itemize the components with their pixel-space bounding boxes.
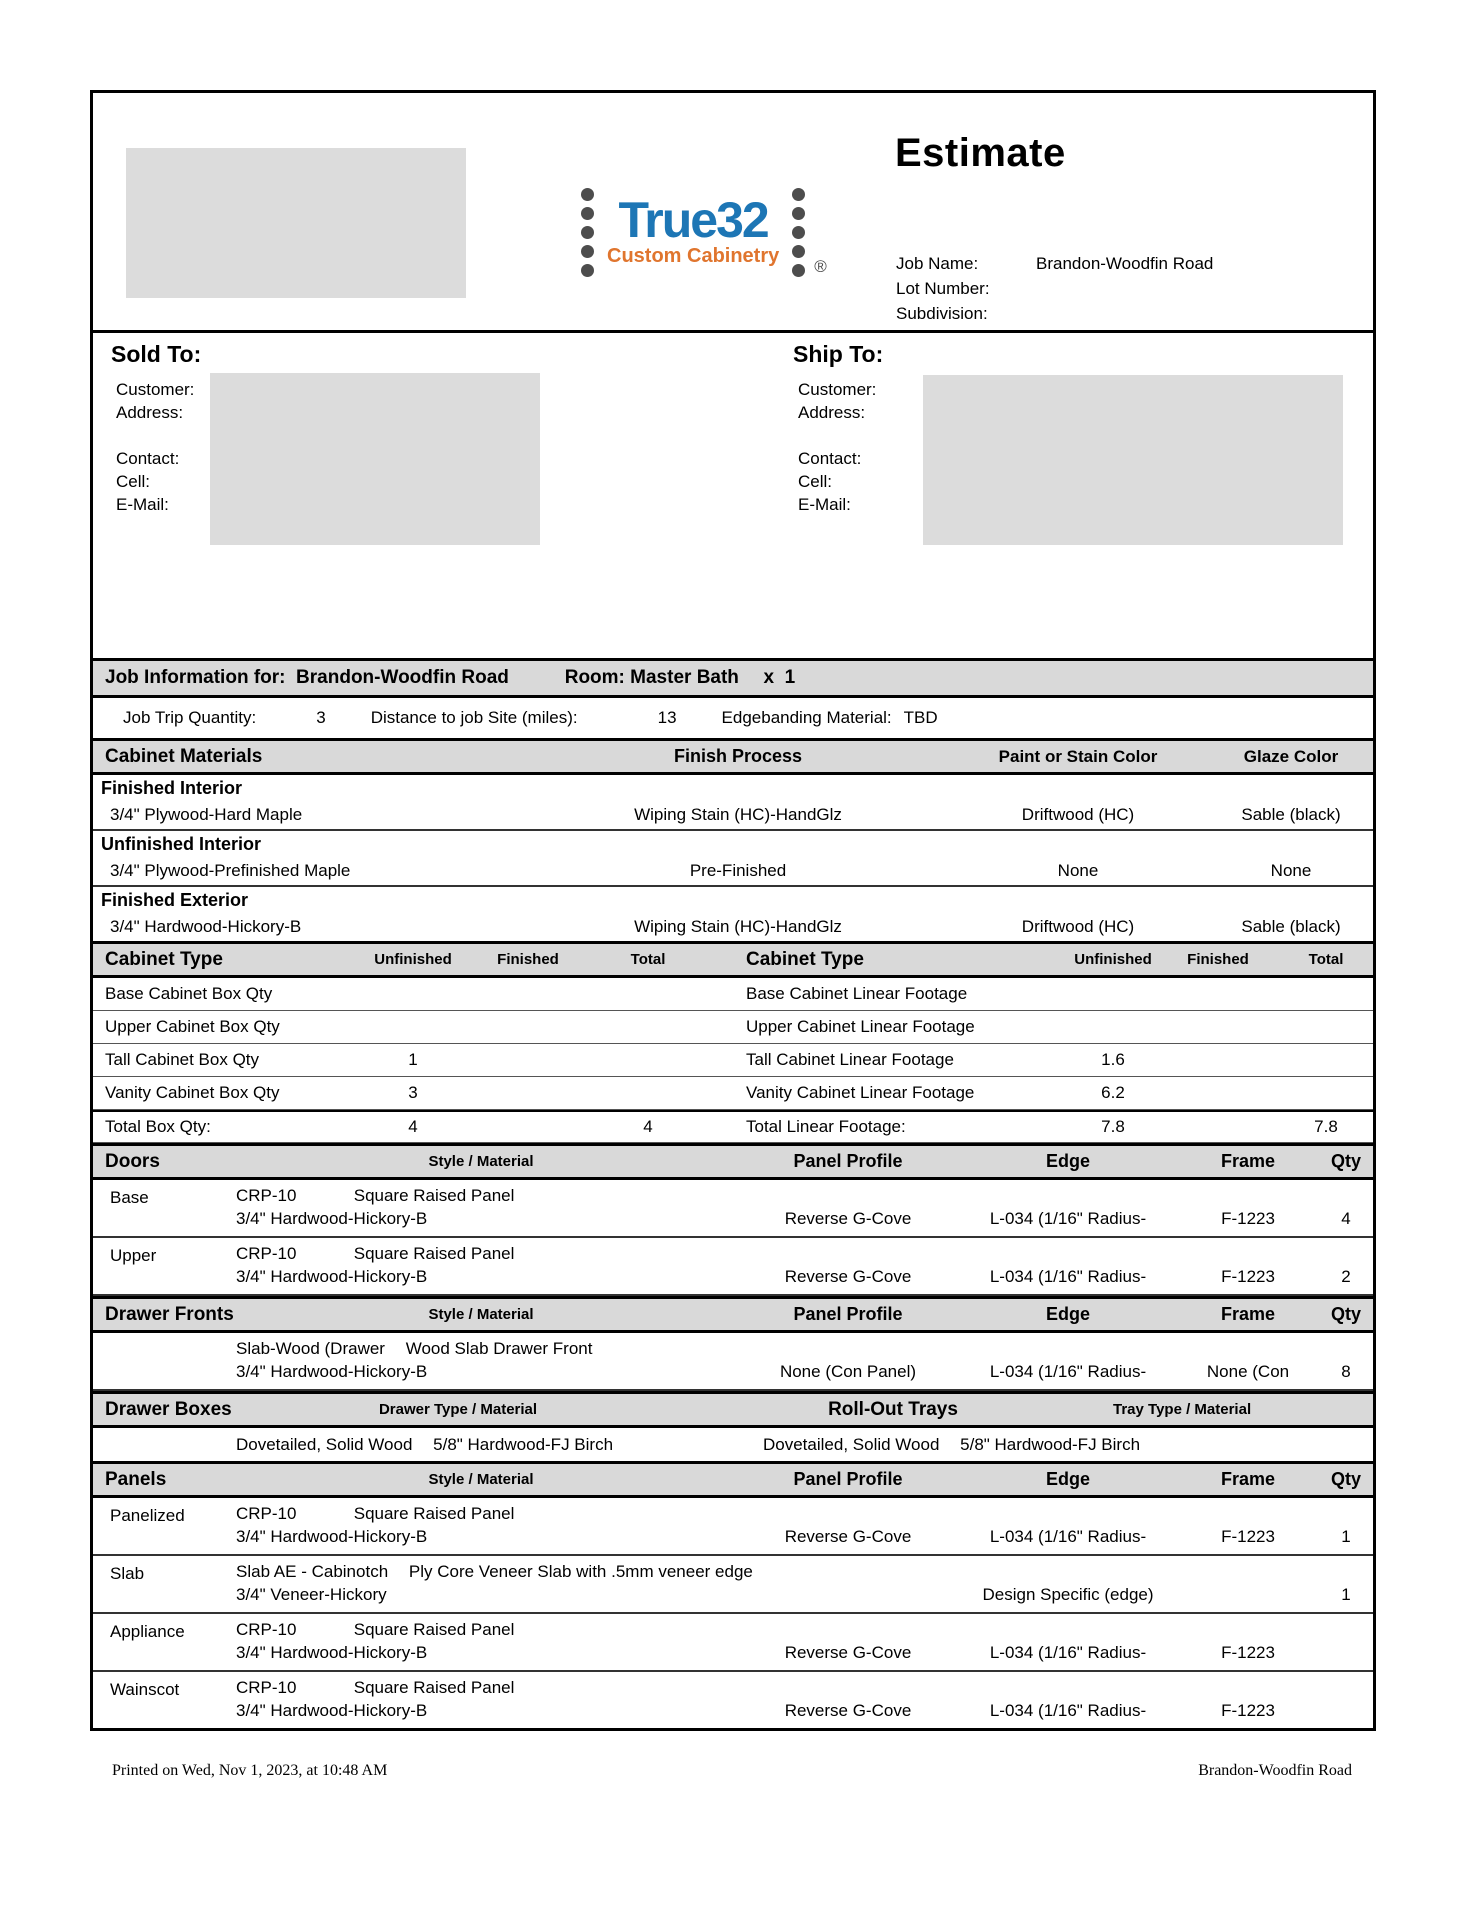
style-code: CRP-10 — [236, 1186, 297, 1205]
drawer-fronts-title: Drawer Fronts — [105, 1303, 234, 1325]
parties-section — [93, 333, 1373, 658]
style-code: CRP-10 — [236, 1678, 297, 1697]
registered-trademark-icon: ® — [814, 257, 827, 276]
finish-value: Wiping Stain (HC)-HandGlz — [634, 804, 842, 824]
style-code: Slab AE - Cabinotch — [236, 1562, 389, 1581]
ship-to-redacted-info — [923, 375, 1343, 545]
distance-label: Distance to job Site (miles): — [370, 708, 578, 727]
lot-number-label: Lot Number: — [896, 279, 990, 298]
total-header-left: Total — [630, 951, 666, 968]
company-logo-placeholder — [126, 148, 466, 298]
job-name-label: Job Name: — [896, 254, 979, 273]
glaze-value: Sable (black) — [1241, 804, 1341, 824]
subdivision-label: Subdivision: — [896, 304, 988, 323]
material: 3/4" Hardwood-Hickory-B — [236, 1362, 428, 1381]
panel-profile: Reverse G-Cove — [784, 1643, 912, 1662]
edge: L-034 (1/16" Radius- — [989, 1527, 1147, 1546]
row-label: Upper Cabinet Linear Footage — [746, 1017, 975, 1036]
panel-row-wainscot — [93, 1672, 1373, 1728]
cabinet-type-header-right: Cabinet Type — [746, 948, 864, 970]
row-label: Tall Cabinet Box Qty — [105, 1050, 260, 1069]
style-code: CRP-10 — [236, 1620, 297, 1639]
material-group-label: Finished Exterior — [101, 890, 249, 910]
total-header-right: Total — [1308, 951, 1344, 968]
drawer-boxes-title: Drawer Boxes — [105, 1398, 232, 1420]
frame-header: Frame — [1220, 1151, 1276, 1171]
panel-profile: Reverse G-Cove — [784, 1701, 912, 1720]
style-code: CRP-10 — [236, 1244, 297, 1263]
material-group-unfinished-interior — [93, 831, 1373, 887]
unfinished-header-left: Unfinished — [374, 951, 452, 968]
sold-to-redacted-info — [210, 373, 540, 545]
doors-bar — [93, 1143, 1373, 1180]
panels-bar — [93, 1461, 1373, 1498]
sold-to-address-label: Address: — [116, 403, 184, 422]
paint-stain-color-header: Paint or Stain Color — [998, 746, 1158, 766]
row-label: Total Linear Footage: — [746, 1117, 906, 1136]
edge: L-034 (1/16" Radius- — [989, 1267, 1147, 1286]
qty: 2 — [1341, 1267, 1351, 1286]
frame: F-1223 — [1221, 1701, 1275, 1720]
edgebanding-label: Edgebanding Material: — [721, 708, 892, 727]
panel-profile: None (Con Panel) — [779, 1362, 917, 1381]
panel-type: Appliance — [110, 1622, 185, 1641]
unfinished-qty: 1 — [408, 1050, 418, 1069]
material-value: 3/4" Plywood-Hard Maple — [110, 804, 303, 824]
row-label: Vanity Cabinet Box Qty — [105, 1083, 280, 1102]
sold-to-email-label: E-Mail: — [116, 495, 169, 514]
job-information-room-times: x — [752, 667, 785, 688]
page-title: Estimate — [895, 131, 1066, 175]
material: 3/4" Hardwood-Hickory-B — [236, 1267, 428, 1286]
cabinet-type-row-vanity — [93, 1077, 1373, 1110]
document-header — [93, 93, 1373, 333]
frame-header: Frame — [1220, 1469, 1276, 1489]
paint-value: None — [1057, 860, 1099, 880]
trip-qty-value: 3 — [316, 708, 326, 727]
tray-type-material-header: Tray Type / Material — [1113, 1401, 1252, 1418]
row-label: Total Box Qty: — [105, 1117, 211, 1136]
drawer-boxes-bar — [93, 1391, 1373, 1428]
sold-to-contact-label: Contact: — [116, 449, 180, 468]
edge-header: Edge — [1045, 1151, 1090, 1171]
drawer-box-type: Dovetailed, Solid Wood — [236, 1434, 413, 1454]
footer-printed-timestamp: Printed on Wed, Nov 1, 2023, at 10:48 AM — [112, 1762, 388, 1779]
panels-title: Panels — [105, 1468, 167, 1490]
material: 3/4" Hardwood-Hickory-B — [236, 1209, 428, 1228]
door-type: Base — [110, 1188, 149, 1207]
unfinished-footage: 6.2 — [1101, 1083, 1125, 1102]
edge: L-034 (1/16" Radius- — [989, 1362, 1147, 1381]
qty-header: Qty — [1330, 1469, 1361, 1489]
qty: 1 — [1341, 1585, 1351, 1604]
panel-row-slab — [93, 1556, 1373, 1614]
drawer-type-material-header: Drawer Type / Material — [378, 1401, 538, 1418]
logo-brand-name: True32 — [618, 192, 768, 248]
panel-row-panelized — [93, 1498, 1373, 1556]
job-information-label: Job Information for: — [105, 667, 297, 688]
panel-profile-header: Panel Profile — [793, 1304, 903, 1324]
style-code: CRP-10 — [236, 1504, 297, 1523]
logo-dots-right-icon — [792, 188, 805, 277]
panel-profile-header: Panel Profile — [793, 1151, 903, 1171]
finish-process-header: Finish Process — [673, 746, 803, 766]
style-name: Square Raised Panel — [353, 1620, 515, 1639]
material: 3/4" Hardwood-Hickory-B — [236, 1527, 428, 1546]
sold-to-customer-label: Customer: — [116, 380, 195, 399]
glaze-value: None — [1270, 860, 1312, 880]
total-footage: 7.8 — [1314, 1117, 1338, 1136]
frame-header: Frame — [1220, 1304, 1276, 1324]
logo-tagline: Custom Cabinetry — [607, 245, 780, 267]
job-information-bar — [93, 658, 1373, 698]
style-name: Ply Core Veneer Slab with .5mm veneer edge — [408, 1562, 753, 1581]
material-group-finished-exterior — [93, 887, 1373, 941]
drawer-box-row — [93, 1428, 1373, 1461]
job-information-room-qty: 1 — [784, 667, 796, 688]
paint-value: Driftwood (HC) — [1021, 916, 1135, 936]
ship-to-address-label: Address: — [798, 403, 866, 422]
style-name: Square Raised Panel — [353, 1186, 515, 1205]
ship-to-customer-label: Customer: — [798, 380, 877, 399]
roll-out-trays-title: Roll-Out Trays — [828, 1398, 958, 1420]
job-information-room: Room: Master Bath — [548, 667, 739, 688]
sold-to-cell-label: Cell: — [116, 472, 151, 491]
edgebanding-value: TBD — [903, 708, 938, 727]
material: 3/4" Hardwood-Hickory-B — [236, 1701, 428, 1720]
unfinished-qty: 4 — [408, 1117, 418, 1136]
cabinet-materials-bar — [93, 738, 1373, 775]
cabinet-materials-title: Cabinet Materials — [105, 745, 263, 767]
edge-header: Edge — [1045, 1304, 1090, 1324]
qty: 8 — [1341, 1362, 1351, 1381]
footer-job-name: Brandon-Woodfin Road — [1198, 1762, 1352, 1779]
paint-value: Driftwood (HC) — [1021, 804, 1135, 824]
job-meta — [896, 251, 1213, 326]
cabinet-type-header-left: Cabinet Type — [105, 948, 223, 970]
material-value: 3/4" Plywood-Prefinished Maple — [110, 860, 351, 880]
door-row-base — [93, 1180, 1373, 1238]
glaze-color-header: Glaze Color — [1243, 746, 1339, 766]
cabinet-type-row-total — [93, 1110, 1373, 1143]
total-qty: 4 — [643, 1117, 653, 1136]
panel-profile: Reverse G-Cove — [784, 1527, 912, 1546]
cabinet-type-row-tall — [93, 1044, 1373, 1077]
finish-value: Wiping Stain (HC)-HandGlz — [634, 916, 842, 936]
material: 3/4" Veneer-Hickory — [236, 1585, 387, 1604]
cabinet-type-row-upper — [93, 1011, 1373, 1044]
edge: L-034 (1/16" Radius- — [989, 1643, 1147, 1662]
row-label: Base Cabinet Linear Footage — [746, 984, 968, 1003]
edge: L-034 (1/16" Radius- — [989, 1209, 1147, 1228]
job-information-job-name: Brandon-Woodfin Road — [296, 667, 509, 688]
panel-profile: Reverse G-Cove — [784, 1267, 912, 1286]
material-value: 3/4" Hardwood-Hickory-B — [110, 916, 302, 936]
estimate-document — [90, 90, 1376, 1731]
sold-to-labels — [116, 378, 194, 516]
true32-logo — [581, 188, 827, 277]
panel-type: Panelized — [110, 1506, 185, 1525]
style-name: Wood Slab Drawer Front — [405, 1339, 593, 1358]
qty: 4 — [1341, 1209, 1351, 1228]
edge: Design Specific (edge) — [982, 1585, 1154, 1604]
frame: F-1223 — [1221, 1643, 1275, 1662]
drawer-fronts-bar — [93, 1296, 1373, 1333]
logo-dots-left-icon — [581, 188, 594, 277]
cabinet-type-bar — [93, 941, 1373, 978]
panel-type: Wainscot — [110, 1680, 180, 1699]
job-name-value: Brandon-Woodfin Road — [1036, 254, 1214, 273]
material: 3/4" Hardwood-Hickory-B — [236, 1643, 428, 1662]
panel-profile-header: Panel Profile — [793, 1469, 903, 1489]
unfinished-footage: 7.8 — [1101, 1117, 1125, 1136]
ship-to-cell-label: Cell: — [798, 472, 833, 491]
edge-header: Edge — [1045, 1469, 1090, 1489]
material-group-finished-interior — [93, 775, 1373, 831]
edge: L-034 (1/16" Radius- — [989, 1701, 1147, 1720]
frame: F-1223 — [1221, 1527, 1275, 1546]
panel-profile: Reverse G-Cove — [784, 1209, 912, 1228]
unfinished-header-right: Unfinished — [1074, 951, 1152, 968]
row-label: Upper Cabinet Box Qty — [105, 1017, 280, 1036]
material-group-label: Unfinished Interior — [101, 834, 262, 854]
material-group-label: Finished Interior — [101, 778, 243, 798]
drawer-box-material: 5/8" Hardwood-FJ Birch — [433, 1434, 614, 1454]
ship-to-email-label: E-Mail: — [798, 495, 851, 514]
panel-row-appliance — [93, 1614, 1373, 1672]
style-name: Square Raised Panel — [353, 1244, 515, 1263]
qty-header: Qty — [1330, 1151, 1361, 1171]
qty: 1 — [1341, 1527, 1351, 1546]
trip-qty-label: Job Trip Quantity: — [123, 708, 257, 727]
finished-header-right: Finished — [1187, 951, 1249, 968]
unfinished-qty: 3 — [408, 1083, 418, 1102]
door-row-upper — [93, 1238, 1373, 1296]
tray-type: Dovetailed, Solid Wood — [763, 1434, 940, 1454]
distance-value: 13 — [657, 708, 677, 727]
style-code: Slab-Wood (Drawer — [236, 1339, 385, 1358]
frame: None (Con — [1206, 1362, 1290, 1381]
finished-header-left: Finished — [497, 951, 559, 968]
ship-to-labels — [798, 378, 876, 516]
job-trip-row — [93, 698, 1373, 738]
finish-value: Pre-Finished — [689, 860, 787, 880]
style-material-header: Style / Material — [428, 1153, 534, 1170]
style-material-header: Style / Material — [428, 1306, 534, 1323]
row-label: Vanity Cabinet Linear Footage — [746, 1083, 975, 1102]
style-name: Square Raised Panel — [353, 1504, 515, 1523]
style-material-header: Style / Material — [428, 1471, 534, 1488]
drawer-front-row — [93, 1333, 1373, 1391]
panel-type: Slab — [110, 1564, 145, 1583]
frame: F-1223 — [1221, 1267, 1275, 1286]
style-name: Square Raised Panel — [353, 1678, 515, 1697]
ship-to-contact-label: Contact: — [798, 449, 862, 468]
frame: F-1223 — [1221, 1209, 1275, 1228]
unfinished-footage: 1.6 — [1101, 1050, 1125, 1069]
glaze-value: Sable (black) — [1241, 916, 1341, 936]
door-type: Upper — [110, 1246, 157, 1265]
doors-title: Doors — [105, 1150, 160, 1172]
row-label: Base Cabinet Box Qty — [105, 984, 273, 1003]
qty-header: Qty — [1330, 1304, 1361, 1324]
sold-to-heading: Sold To: — [111, 341, 202, 367]
tray-material: 5/8" Hardwood-FJ Birch — [960, 1434, 1141, 1454]
row-label: Tall Cabinet Linear Footage — [746, 1050, 954, 1069]
ship-to-heading: Ship To: — [793, 341, 884, 367]
cabinet-type-row-base — [93, 978, 1373, 1011]
